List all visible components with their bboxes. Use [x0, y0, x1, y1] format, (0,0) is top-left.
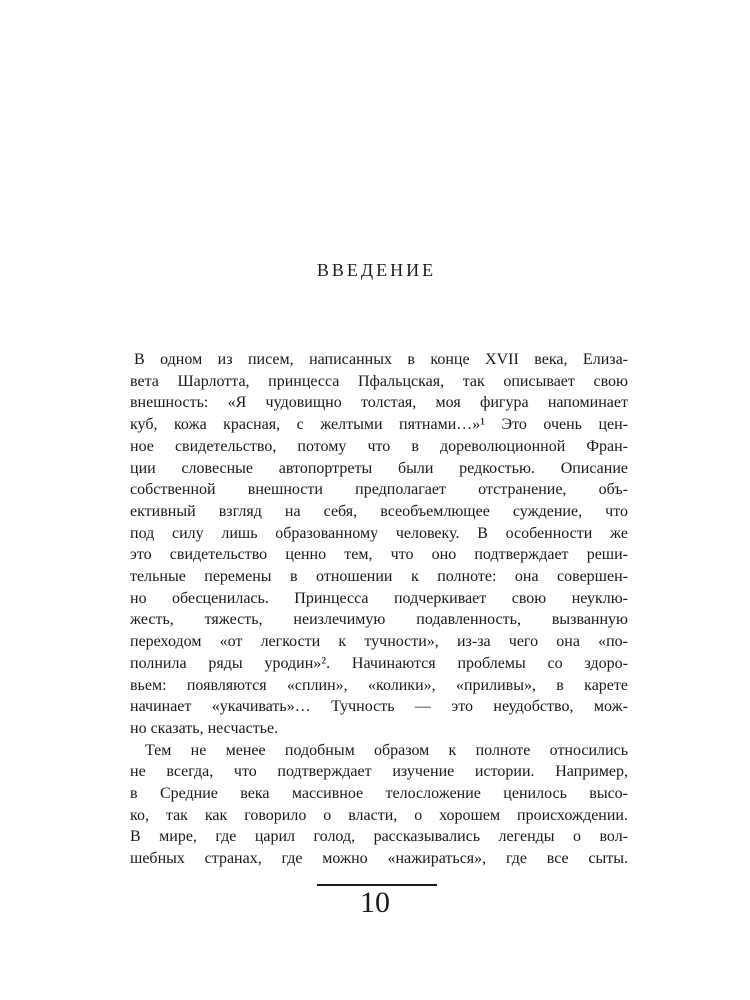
- text-line: шебных странах, где можно «нажираться», где все сыты.: [130, 850, 628, 868]
- text-line: но обесценилась. Принцесса подчеркивает свою неуклю-: [130, 589, 628, 607]
- text-line: переходом «от легкости к тучности», из-за чего она «по-: [130, 633, 628, 651]
- text-line: собственной внешности предполагает отстранение, объ-: [130, 481, 628, 499]
- chapter-title: ВВЕДЕНИЕ: [316, 260, 437, 280]
- text-line: вьем: появляются «сплин», «колики», «приливы», в карете: [130, 676, 628, 694]
- text-line: Тем не менее подобным образом к полноте относились: [145, 741, 628, 759]
- text-line: ко, так как говорило о власти, о хорошем происхождении.: [130, 806, 628, 824]
- page-number: 10: [360, 886, 390, 919]
- text-line: куб, кожа красная, с желтыми пятнами…»¹ Это очень цен-: [130, 416, 628, 434]
- text-line: ции словесные автопортреты были редкостью. Описание: [130, 459, 628, 477]
- text-line: В мире, где царил голод, рассказывались легенды о вол-: [130, 828, 628, 846]
- text-line: под силу лишь образованному человеку. В особенности же: [130, 524, 628, 542]
- text-line: тельные перемены в отношении к полноте: она совершен-: [130, 568, 628, 586]
- text-line: ное свидетельство, потому что в дореволюционной Фран-: [130, 437, 628, 455]
- text-line: это свидетельство ценно тем, что оно подтверждает реши-: [130, 546, 628, 564]
- paragraph: [130, 349, 628, 740]
- text-line: вета Шарлотта, принцесса Пфальцская, так описывает свою: [130, 372, 628, 390]
- text-line: внешность: «Я чудовищно толстая, моя фигура напоминает: [130, 394, 628, 412]
- text-line: но сказать, несчастье.: [130, 719, 279, 737]
- text-line: полнила ряды уродин»². Начинаются проблемы со здоро-: [130, 654, 628, 672]
- text-line: не всегда, что подтверждает изучение истории. Например,: [130, 763, 628, 781]
- paragraph: [130, 740, 628, 870]
- text-line: в Средние века массивное телосложение ценилось высо-: [130, 785, 628, 803]
- text-line: В одном из писем, написанных в конце XVII века, Елиза-: [134, 351, 628, 368]
- text-line: ективный взгляд на себя, всеобъемлющее суждение, что: [130, 502, 628, 520]
- text-block: [130, 349, 628, 870]
- text-line: начинает «укачивать»… Тучность — это неудобство, мож-: [130, 698, 628, 716]
- text-line: жесть, тяжесть, неизлечимую подавленность, вызванную: [130, 611, 628, 629]
